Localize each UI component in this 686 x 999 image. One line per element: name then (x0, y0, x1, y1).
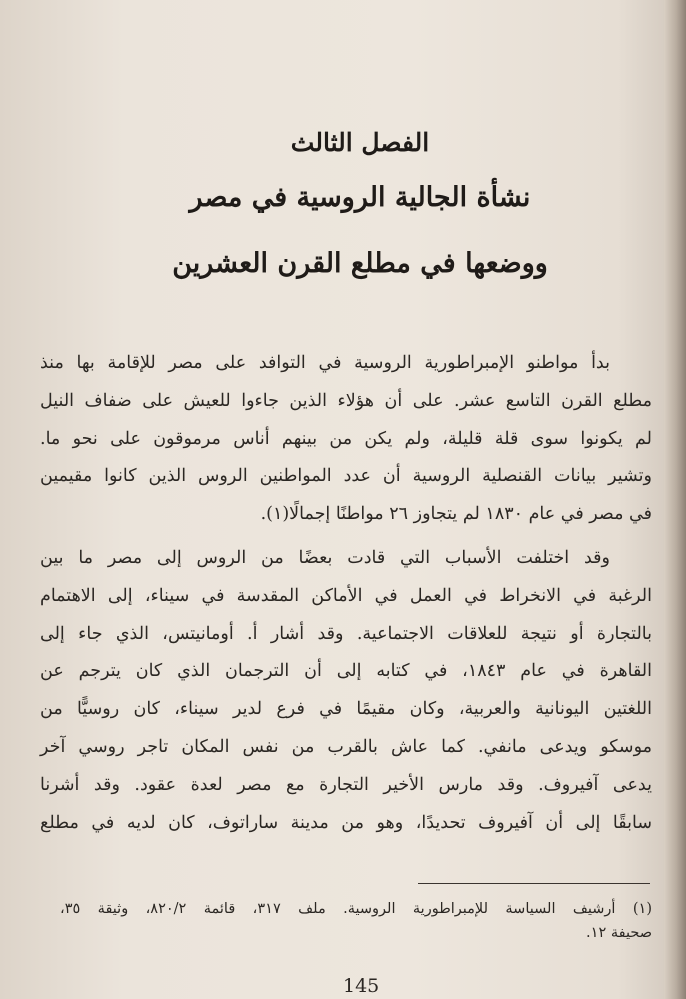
paragraph-2 (40, 540, 652, 842)
paragraph-1 (40, 345, 652, 534)
paragraph-2-line: موسكو ويدعى مانفي. كما عاش بالقرب من نفس المكان تاجر روسي آخر (40, 736, 652, 757)
footnote-divider (418, 883, 650, 884)
paragraph-1-line: لم يكونوا سوى قلة قليلة، ولم يكن من بينهم أناس مرموقون على نحو ما. (40, 428, 652, 449)
paragraph-2-line: اللغتين اليونانية والعربية، وكان مقيمًا في فرع لدير سيناء، كان روسيًّا من (40, 699, 652, 720)
paragraph-2-line: وقد اختلفت الأسباب التي قادت بعضًا من الروس إلى مصر ما بين (40, 548, 610, 568)
chapter-title-line-1: نشأة الجالية الروسية في مصر (189, 182, 531, 213)
paragraph-1-line: وتشير بيانات القنصلية الروسية أن عدد المواطنين الروس الذين كانوا مقيمين (40, 466, 652, 487)
paragraph-1-line: مطلع القرن التاسع عشر. على أن هؤلاء الذين جاءوا للعيش على ضفاف النيل (40, 390, 652, 411)
footnote (60, 897, 652, 945)
paragraph-1-line: بدأ مواطنو الإمبراطورية الروسية في التوافد على مصر للإقامة بها منذ (40, 353, 610, 373)
paragraph-2-line: سابقًا إلى أن آفيروف تحديدًا، وهو من مدينة ساراتوف، كان لديه في مطلع (40, 812, 652, 833)
paragraph-2-line: القاهرة في عام ١٨٤٣، في كتابه إلى أن الترجمان الذي كان يترجم عن (40, 661, 653, 682)
chapter-label: الفصل الثالث (290, 128, 430, 157)
page-number: 145 (343, 975, 380, 997)
paragraph-1-line: في مصر في عام ١٨٣٠ لم يتجاوز ٢٦ مواطنًا إجمالًا(١). (260, 504, 652, 525)
paragraph-2-line: بالتجارة أو نتيجة للعلاقات الاجتماعية. وقد أشار أ. أومانيتس، الذي جاء إلى (40, 623, 652, 644)
chapter-title-line-2: ووضعها في مطلع القرن العشرين (172, 248, 548, 279)
paragraph-2-line: الرغبة في الانخراط في العمل في الأماكن المقدسة في سيناء، إلى الاهتمام (40, 585, 652, 606)
paragraph-2-line: يدعى آفيروف. وقد مارس الأخير التجارة مع مصر لعدة عقود. وقد أشرنا (40, 774, 652, 795)
page-gutter-shadow (664, 0, 686, 999)
footnote-line: (١) أرشيف السياسة للإمبراطورية الروسية. ملف ٣١٧، قائمة ٨٢٠/٢، وثيقة ٣٥، (60, 901, 652, 917)
footnote-line: صحيفة ١٢. (586, 925, 652, 941)
